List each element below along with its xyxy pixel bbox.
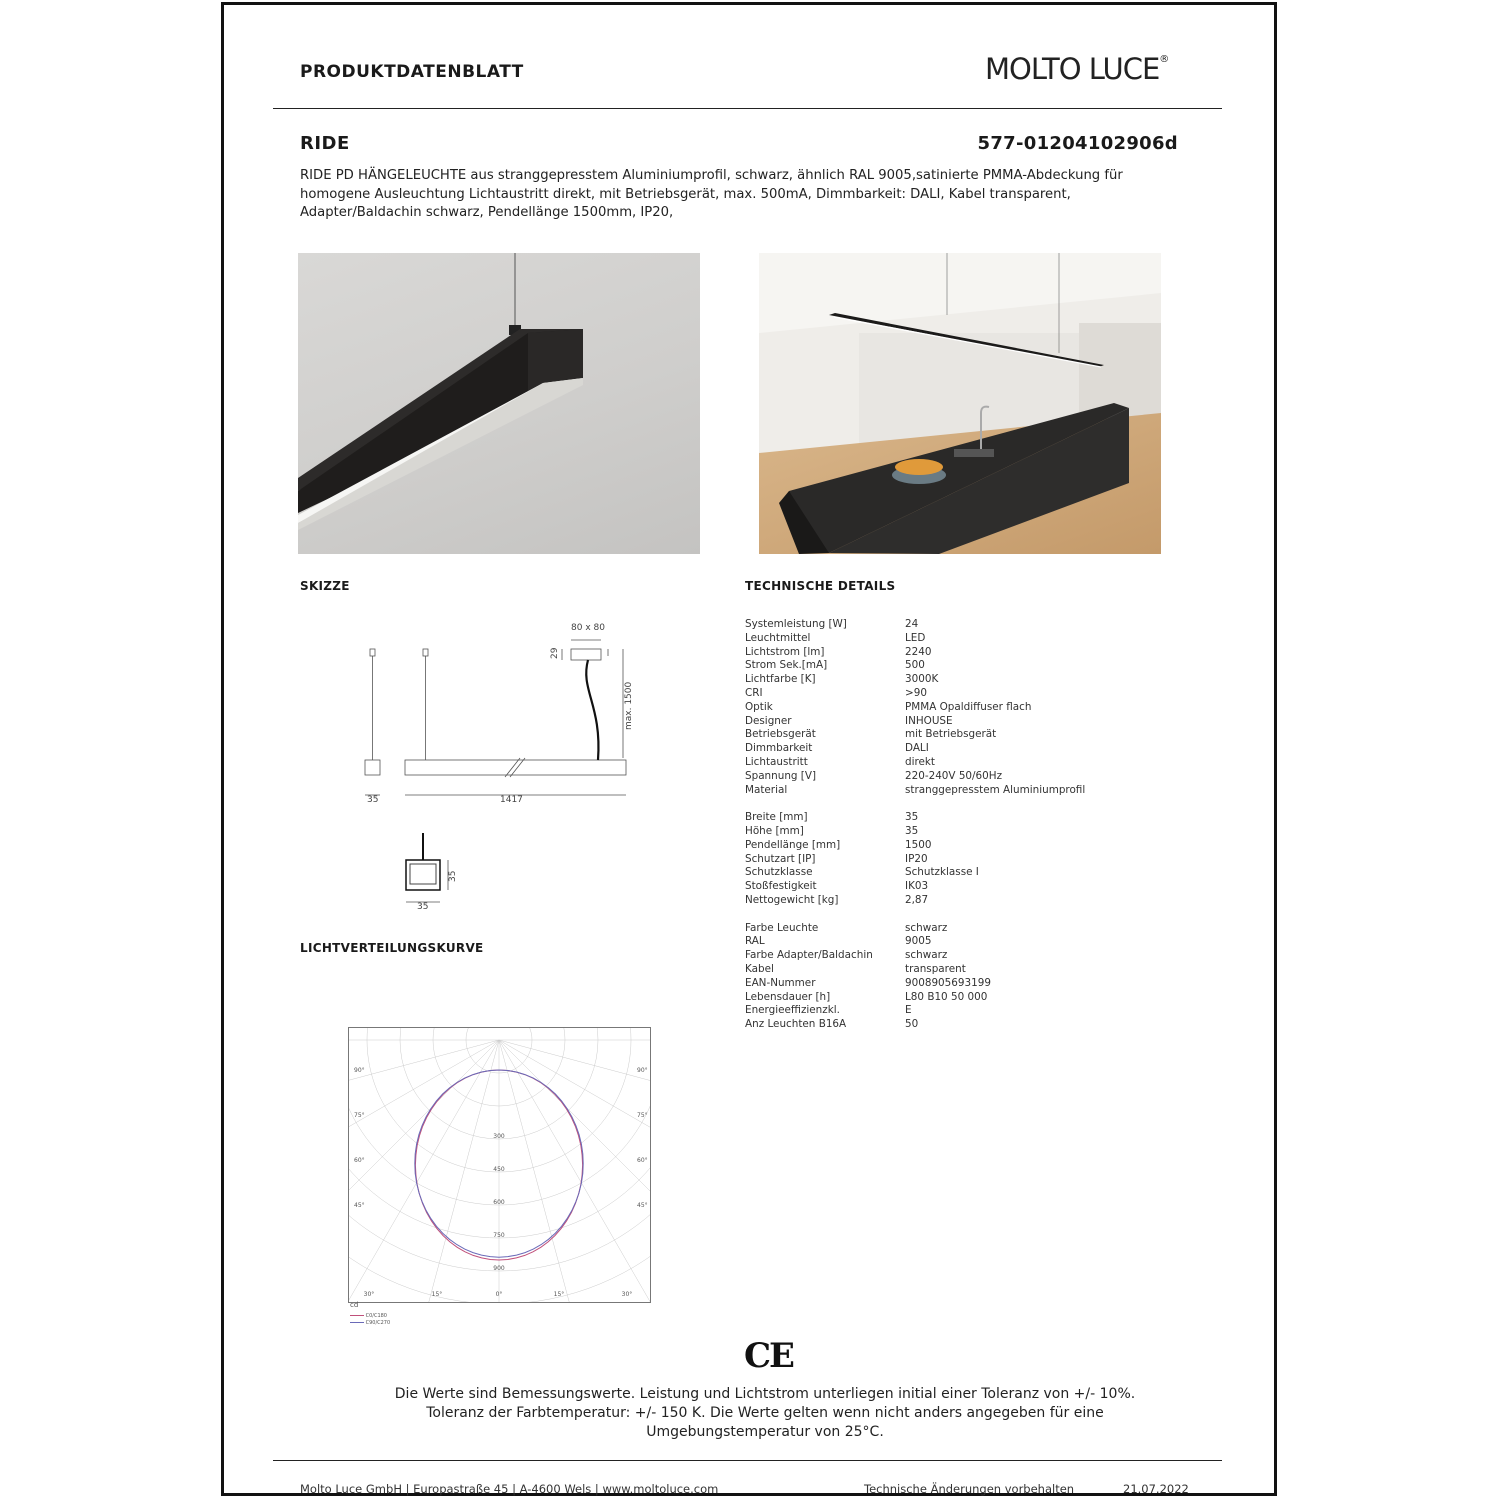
- polar-angle-label: 15°: [553, 1291, 565, 1298]
- polar-angle-label: 60°: [354, 1157, 365, 1164]
- polar-angle-label: 45°: [637, 1202, 648, 1209]
- kitchen-scene-image: [759, 253, 1161, 554]
- tech-label: Lebensdauer [h]: [745, 990, 831, 1003]
- tech-value: PMMA Opaldiffuser flach: [905, 700, 1032, 713]
- side-width-label: 35: [367, 795, 379, 805]
- tech-label: Leuchtmittel: [745, 631, 811, 644]
- tech-label: Anz Leuchten B16A: [745, 1018, 847, 1031]
- pendant-length-label: max. 1500: [624, 681, 634, 730]
- tech-value: 24: [905, 618, 919, 630]
- tech-row: [745, 853, 1085, 867]
- tech-value: 500: [905, 659, 925, 672]
- tech-value: 9008905693199: [905, 976, 991, 989]
- tech-row: [745, 632, 1085, 646]
- polar-angle-label: 30°: [363, 1291, 375, 1298]
- tech-row: [745, 659, 1085, 673]
- polar-radial-label: 300: [493, 1133, 505, 1140]
- tech-label: Lichtaustritt: [745, 755, 808, 768]
- tech-row: [745, 742, 1085, 756]
- disclaimer-line: Die Werte sind Bemessungswerte. Leistung und Lichtstrom unterliegen initial einer Toleranz von +/- 10%.: [394, 1386, 1136, 1402]
- tech-value: mit Betriebsgerät: [905, 728, 997, 741]
- tech-label: Pendellänge [mm]: [745, 838, 841, 851]
- polar-angle-label: 45°: [354, 1202, 365, 1209]
- tech-value: L80 B10 50 000: [905, 990, 988, 1003]
- tech-value: 2240: [905, 645, 932, 658]
- tech-label: Farbe Adapter/Baldachin: [745, 949, 873, 962]
- sketch-heading: SKIZZE: [300, 579, 350, 593]
- tech-row: [745, 935, 1085, 949]
- product-description: RIDE PD HÄNGELEUCHTE aus stranggepresstem Aluminiumprofil, schwarz, ähnlich RAL 9005,satinierte PMMA-Abdeckung für homogene Ausleuchtung Lichtaustritt direkt, mit Betriebsgerät, max. 500mA, Dimmbarkeit: DALI, Kabel transparent, Adapter/Baldachin schwarz, Pendellänge 1500mm, IP20,: [300, 168, 1123, 220]
- tech-row: [745, 825, 1085, 839]
- polar-grid-ring: [349, 1028, 650, 1302]
- tech-row: [745, 963, 1085, 977]
- tech-value: 35: [905, 824, 919, 837]
- tech-row: [745, 977, 1085, 991]
- tech-value: direkt: [905, 755, 936, 768]
- legend-item-c0: C0/C180: [350, 1313, 390, 1320]
- polar-grid-spoke: [499, 1040, 650, 1144]
- tech-value: IK03: [905, 880, 929, 893]
- tech-row: [745, 673, 1085, 687]
- polar-angle-label: 90°: [354, 1067, 365, 1074]
- tech-row: [745, 880, 1085, 894]
- polar-angle-label: 15°: [431, 1291, 443, 1298]
- tech-value: 9005: [905, 935, 932, 948]
- tech-value: LED: [905, 631, 926, 644]
- light-distribution-chart: [348, 1027, 651, 1303]
- disclaimer: [300, 1385, 1230, 1442]
- polar-radial-label: 900: [493, 1265, 505, 1272]
- legend-item-c90: C90/C270: [350, 1320, 390, 1327]
- tech-label: Höhe [mm]: [745, 824, 804, 837]
- footer-date: 21.07.2022: [1123, 1482, 1189, 1496]
- polar-diagram: [349, 1028, 650, 1302]
- tech-row: [745, 770, 1085, 784]
- group-spacer: [745, 797, 1085, 811]
- polar-radial-label: 600: [493, 1199, 505, 1206]
- tech-value: E: [905, 1004, 912, 1017]
- tech-label: Lichtstrom [lm]: [745, 645, 825, 658]
- tech-row: [745, 839, 1085, 853]
- polar-unit: cd: [350, 1301, 359, 1309]
- tech-value: >90: [905, 686, 927, 699]
- disclaimer-line: Umgebungstemperatur von 25°C.: [646, 1424, 884, 1440]
- tech-label: Dimmbarkeit: [745, 742, 813, 755]
- tech-details-table: [745, 618, 1085, 1032]
- sketch-svg: [340, 615, 660, 915]
- tech-details-heading: TECHNISCHE DETAILS: [745, 579, 896, 593]
- polar-angle-label: 75°: [637, 1112, 648, 1119]
- tech-label: Energieeffizienzkl.: [745, 1004, 840, 1017]
- tech-row: [745, 701, 1085, 715]
- length-label: 1417: [500, 795, 523, 805]
- registered-mark: ®: [1159, 54, 1169, 65]
- tech-value: 2,87: [905, 893, 929, 906]
- polar-grid-spoke: [349, 1040, 499, 1240]
- tech-row: [745, 811, 1085, 825]
- polar-radial-label: 450: [493, 1166, 505, 1173]
- article-number: 577-01204102906d: [977, 133, 1178, 154]
- tech-row: [745, 949, 1085, 963]
- tech-row: [745, 784, 1085, 798]
- tech-label: Breite [mm]: [745, 811, 808, 824]
- section-width-label: 35: [417, 902, 429, 912]
- tech-label: Material: [745, 783, 788, 796]
- canopy-size-label: 80 x 80: [571, 623, 605, 633]
- product-photo-kitchen: [759, 253, 1161, 554]
- polar-grid-ring: [349, 1028, 650, 1205]
- tech-label: Strom Sek.[mA]: [745, 659, 828, 672]
- tech-value: transparent: [905, 962, 966, 975]
- tech-label: EAN-Nummer: [745, 976, 816, 989]
- tech-row: [745, 894, 1085, 908]
- tech-value: INHOUSE: [905, 714, 953, 727]
- tech-label: Optik: [745, 700, 773, 713]
- polar-angle-label: 90°: [637, 1067, 648, 1074]
- tech-row: [745, 1004, 1085, 1018]
- tech-label: Betriebsgerät: [745, 728, 816, 741]
- polar-grid-spoke: [349, 1040, 499, 1144]
- tech-value: 35: [905, 811, 919, 824]
- footer-company: Molto Luce GmbH | Europastraße 45 | A-4600 Wels | www.moltoluce.com: [300, 1482, 719, 1496]
- section-height-label: 35: [448, 870, 458, 882]
- polar-angle-label: 60°: [637, 1157, 648, 1164]
- tech-row: [745, 715, 1085, 729]
- tech-label: Schutzklasse: [745, 866, 813, 879]
- polar-angle-label: 0°: [495, 1291, 503, 1298]
- product-name: RIDE: [300, 133, 350, 154]
- canopy-height-label: 29: [550, 647, 560, 659]
- tech-value: 50: [905, 1018, 919, 1031]
- tech-label: Schutzart [IP]: [745, 852, 816, 865]
- tech-row: [745, 1018, 1085, 1032]
- tech-row: [745, 646, 1085, 660]
- tech-label: Designer: [745, 714, 792, 727]
- tech-value: schwarz: [905, 921, 948, 934]
- polar-angle-label: 30°: [621, 1291, 633, 1298]
- tech-value: stranggepresstem Aluminiumprofil: [905, 783, 1086, 796]
- disclaimer-line: Toleranz der Farbtemperatur: +/- 150 K. Die Werte gelten wenn nicht anders angegeben für eine: [426, 1405, 1104, 1421]
- tech-row: [745, 687, 1085, 701]
- polar-legend: [350, 1313, 390, 1327]
- polar-grid-spoke: [349, 1040, 499, 1302]
- dimension-sketch: [340, 615, 660, 915]
- tech-row: [745, 922, 1085, 936]
- tech-label: RAL: [745, 935, 765, 948]
- tech-row: [745, 618, 1085, 632]
- tech-value: schwarz: [905, 949, 948, 962]
- tech-label: Lichtfarbe [K]: [745, 673, 816, 686]
- tech-value: DALI: [905, 742, 929, 755]
- tech-value: IP20: [905, 852, 928, 865]
- tech-row: [745, 866, 1085, 880]
- tech-row: [745, 991, 1085, 1005]
- footer-note: Technische Änderungen vorbehalten: [864, 1482, 1075, 1496]
- pendant-closeup-image: [298, 253, 700, 554]
- footer-divider: [273, 1460, 1222, 1461]
- tech-row: [745, 756, 1085, 770]
- tech-label: Spannung [V]: [745, 769, 817, 782]
- tech-row: [745, 728, 1085, 742]
- polar-grid-spoke: [499, 1040, 650, 1302]
- product-photo-closeup: [298, 253, 700, 554]
- group-spacer: [745, 908, 1085, 922]
- polar-radial-label: 750: [493, 1232, 505, 1239]
- ce-mark: CE: [744, 1336, 793, 1376]
- tech-value: Schutzklasse I: [905, 866, 979, 879]
- tech-label: CRI: [745, 686, 763, 699]
- tech-label: Farbe Leuchte: [745, 921, 819, 934]
- header-divider: [273, 108, 1222, 109]
- tech-value: 1500: [905, 838, 932, 851]
- light-curve-heading: LICHTVERTEILUNGSKURVE: [300, 941, 484, 955]
- tech-label: Systemleistung [W]: [745, 618, 847, 630]
- tech-label: Stoßfestigkeit: [745, 880, 817, 893]
- tech-label: Kabel: [745, 962, 774, 975]
- tech-value: 220-240V 50/60Hz: [905, 769, 1003, 782]
- tech-value: 3000K: [905, 673, 939, 686]
- brand-name: MOLTO LUCE: [985, 52, 1160, 86]
- tech-label: Nettogewicht [kg]: [745, 893, 839, 906]
- brand-logo: [985, 52, 1168, 86]
- document-title: PRODUKTDATENBLATT: [300, 62, 524, 82]
- polar-angle-label: 75°: [354, 1112, 365, 1119]
